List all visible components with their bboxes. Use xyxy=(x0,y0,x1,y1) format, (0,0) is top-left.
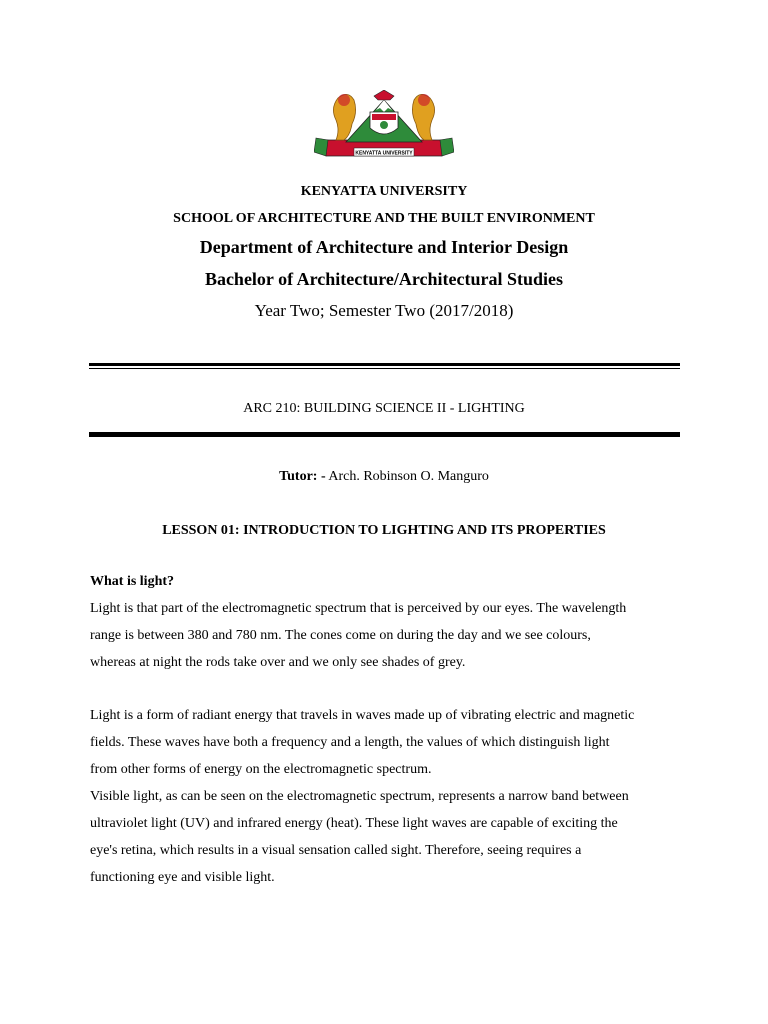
bottom-divider xyxy=(89,432,680,437)
section-heading: What is light? xyxy=(90,574,175,589)
paragraph-line: ultraviolet light (UV) and infrared energy (heat). These light waves are capable of exciting the xyxy=(90,816,618,831)
school-name: SCHOOL OF ARCHITECTURE AND THE BUILT ENVIRONMENT xyxy=(173,211,595,226)
tutor-name: Arch. Robinson O. Manguro xyxy=(325,469,489,484)
paragraph-line: from other forms of energy on the electromagnetic spectrum. xyxy=(90,762,432,777)
paragraph-line: fields. These waves have both a frequency and a length, the values of which distinguish light xyxy=(90,735,610,750)
university-crest-logo xyxy=(314,90,454,170)
paragraph-line: Light is that part of the electromagnetic spectrum that is perceived by our eyes. The wavelength xyxy=(90,601,627,616)
course-title: ARC 210: BUILDING SCIENCE II - LIGHTING xyxy=(243,401,525,416)
paragraph-line: functioning eye and visible light. xyxy=(90,870,275,885)
paragraph-line: range is between 380 and 780 nm. The cones come on during the day and we see colours, xyxy=(90,628,591,643)
paragraph-line: whereas at night the rods take over and we only see shades of grey. xyxy=(90,655,466,670)
tutor-label: Tutor: - xyxy=(279,469,326,484)
programme-name: Bachelor of Architecture/Architectural Studies xyxy=(204,269,564,289)
top-divider-thin xyxy=(89,368,680,369)
tutor-line xyxy=(0,469,768,485)
university-name: KENYATTA UNIVERSITY xyxy=(300,184,468,199)
department-name: Department of Architecture and Interior Design xyxy=(199,237,569,257)
top-divider xyxy=(89,363,680,366)
paragraph-line: Visible light, as can be seen on the electromagnetic spectrum, represents a narrow band between xyxy=(90,789,629,804)
paragraph-line: Light is a form of radiant energy that travels in waves made up of vibrating electric and magnetic xyxy=(90,708,635,723)
paragraph-line: eye's retina, which results in a visual sensation called sight. Therefore, seeing requires a xyxy=(90,843,582,858)
lesson-title: LESSON 01: INTRODUCTION TO LIGHTING AND ITS PROPERTIES xyxy=(162,523,606,538)
academic-year: Year Two; Semester Two (2017/2018) xyxy=(254,301,514,320)
crest-motto: KENYATTA UNIVERSITY xyxy=(355,150,413,157)
